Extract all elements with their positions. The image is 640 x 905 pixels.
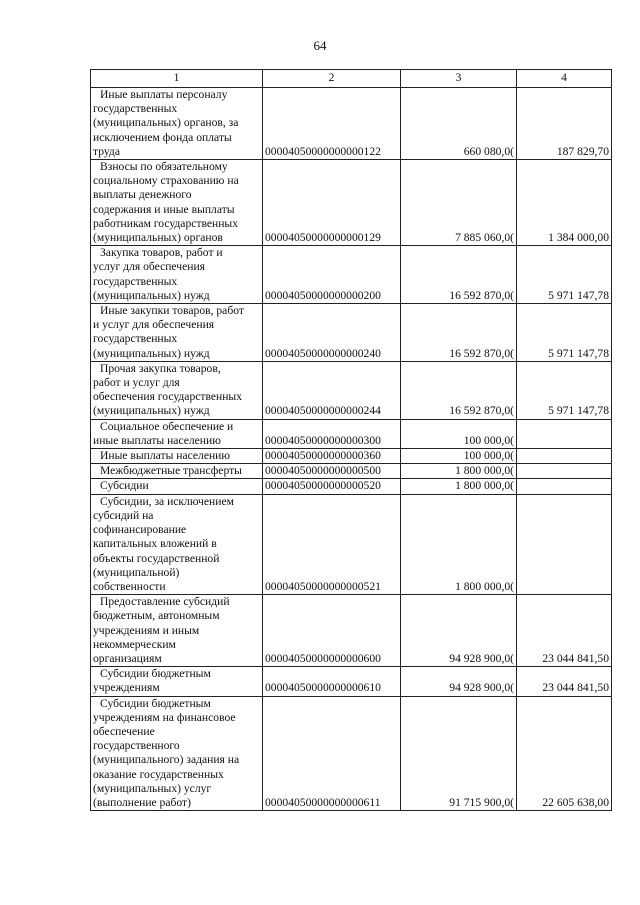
row-name-cell	[91, 361, 263, 419]
row-value-col4	[517, 419, 612, 448]
row-code: 00004050000000000122	[263, 88, 401, 160]
row-name-cell	[91, 304, 263, 362]
row-value-col4	[517, 464, 612, 479]
table-row	[91, 494, 612, 594]
row-value-col3: 100 000,0(	[401, 449, 517, 464]
row-name-cell	[91, 449, 263, 464]
row-name: Прочая закупка товаров, работ и услуг для обеспечения государственных (муниципальных) нужд	[93, 361, 243, 418]
table-row	[91, 160, 612, 246]
table-row	[91, 419, 612, 448]
row-name: Социальное обеспечение и иные выплаты населению	[93, 419, 234, 447]
table-row	[91, 304, 612, 362]
row-value-col4: 23 044 841,50	[517, 667, 612, 696]
row-name-cell	[91, 494, 263, 594]
row-value-col3: 100 000,0(	[401, 419, 517, 448]
table-header	[91, 70, 612, 88]
row-value-col3: 7 885 060,0(	[401, 160, 517, 246]
row-code: 00004050000000000520	[263, 479, 401, 494]
row-value-col4	[517, 479, 612, 494]
row-name-cell	[91, 595, 263, 667]
row-name-cell	[91, 160, 263, 246]
column-header-1: 1	[91, 70, 263, 88]
row-value-col4: 5 971 147,78	[517, 304, 612, 362]
table-row	[91, 595, 612, 667]
row-value-col4	[517, 494, 612, 594]
row-value-col3: 94 928 900,0(	[401, 667, 517, 696]
row-value-col3: 1 800 000,0(	[401, 464, 517, 479]
row-value-col3: 16 592 870,0(	[401, 361, 517, 419]
row-code: 00004050000000000500	[263, 464, 401, 479]
row-name: Иные закупки товаров, работ и услуг для обеспечения государственных (муниципальных) нужд	[93, 304, 244, 360]
row-code: 00004050000000000611	[263, 696, 401, 811]
row-value-col4: 23 044 841,50	[517, 595, 612, 667]
row-name: Закупка товаров, работ и услуг для обеспечения государственных (муниципальных) нужд	[93, 246, 223, 302]
row-code: 00004050000000000244	[263, 361, 401, 419]
row-value-col3: 16 592 870,0(	[401, 304, 517, 362]
row-value-col3: 91 715 900,0(	[401, 696, 517, 811]
row-code: 00004050000000000360	[263, 449, 401, 464]
row-code: 00004050000000000240	[263, 304, 401, 362]
row-value-col4: 5 971 147,78	[517, 246, 612, 304]
page-number: 64	[313, 38, 327, 53]
row-name: Субсидии бюджетным учреждениям на финансовое обеспечение государственного (муниципального) задания на оказание государственных (муниципальных) услуг (выполнение работ)	[93, 696, 240, 809]
row-value-col3: 1 800 000,0(	[401, 479, 517, 494]
row-name-cell	[91, 464, 263, 479]
row-name-cell	[91, 246, 263, 304]
row-name-cell	[91, 419, 263, 448]
row-value-col4: 187 829,70	[517, 88, 612, 160]
table-row	[91, 449, 612, 464]
row-name-cell	[91, 88, 263, 160]
table-row	[91, 88, 612, 160]
row-name: Иные выплаты персоналу государственных (муниципальных) органов, за исключением фонда оплаты труда	[93, 88, 239, 158]
row-code: 00004050000000000600	[263, 595, 401, 667]
table-row	[91, 479, 612, 494]
row-code: 00004050000000000521	[263, 494, 401, 594]
table-row	[91, 246, 612, 304]
row-name: Взносы по обязательному социальному страхованию на выплаты денежного содержания и иные выплаты работникам государственных (муниципальных) органов	[93, 160, 239, 245]
row-name-cell	[91, 479, 263, 494]
table-row	[91, 464, 612, 479]
row-name: Межбюджетные трансферты	[100, 464, 242, 478]
table-row	[91, 696, 612, 811]
row-value-col3: 94 928 900,0(	[401, 595, 517, 667]
row-value-col3: 660 080,0(	[401, 88, 517, 160]
row-value-col4: 5 971 147,78	[517, 361, 612, 419]
row-name-cell	[91, 696, 263, 811]
column-header-2: 2	[263, 70, 401, 88]
row-name: Субсидии бюджетным учреждениям	[93, 667, 211, 695]
table-body	[91, 88, 612, 811]
row-code: 00004050000000000610	[263, 667, 401, 696]
row-name-cell	[91, 667, 263, 696]
header-row	[91, 70, 612, 88]
row-code: 00004050000000000129	[263, 160, 401, 246]
budget-table	[90, 69, 612, 811]
row-value-col4	[517, 449, 612, 464]
row-code: 00004050000000000300	[263, 419, 401, 448]
row-value-col4: 22 605 638,00	[517, 696, 612, 811]
row-value-col3: 1 800 000,0(	[401, 494, 517, 594]
row-name: Субсидии	[100, 479, 149, 493]
row-name: Иные выплаты населению	[100, 449, 231, 463]
row-name: Субсидии, за исключением субсидий на софинансирование капитальных вложений в объекты государственной (муниципальной) собственности	[93, 494, 234, 593]
column-header-3: 3	[401, 70, 517, 88]
row-code: 00004050000000000200	[263, 246, 401, 304]
row-value-col4: 1 384 000,00	[517, 160, 612, 246]
table-row	[91, 667, 612, 696]
row-value-col3: 16 592 870,0(	[401, 246, 517, 304]
row-name: Предоставление субсидий бюджетным, автономным учреждениям и иным некоммерческим организациям	[93, 595, 230, 665]
table-row	[91, 361, 612, 419]
column-header-4: 4	[517, 70, 612, 88]
